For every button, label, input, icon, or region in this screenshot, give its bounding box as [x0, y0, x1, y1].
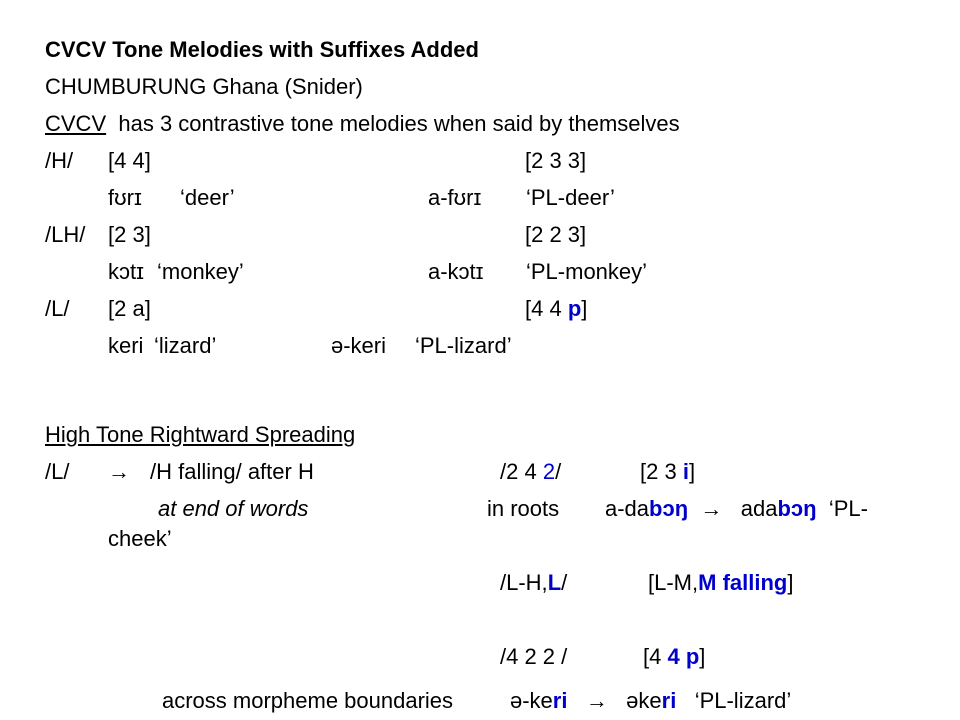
- ex1-f: ]: [688, 459, 696, 484]
- ex3-c: 4 p: [667, 644, 700, 669]
- melody-h-sg-word: fʊrɪ: [108, 185, 142, 210]
- intro-text: has 3 contrastive tone melodies when said by themselves: [118, 111, 680, 136]
- melody-lh-pl-gloss: ‘PL-monkey’: [526, 259, 648, 284]
- melody-l-pl-word: ə-keri: [331, 333, 387, 358]
- example-3-underlying: /4 2 2 /: [500, 644, 568, 669]
- across-example: [510, 688, 791, 714]
- across-a1: ə-ke: [510, 688, 553, 713]
- ex2-d: [L-M,: [648, 570, 699, 595]
- melody-l-pl-tones-pre: [4 4: [525, 296, 568, 321]
- example-1-underlying: [500, 459, 561, 485]
- melody-l-label: /L/: [45, 296, 70, 321]
- melody-h-sg-tones: [4 4]: [108, 148, 151, 173]
- arrow-icon-2: →: [700, 496, 723, 521]
- ex3-d: ]: [699, 644, 706, 669]
- melody-lh-sg-tones: [2 3]: [108, 222, 151, 247]
- across-boundaries-label: across morpheme boundaries: [162, 688, 454, 713]
- ex3-b: [4: [643, 644, 668, 669]
- melody-h-pl-word: a-fʊrɪ: [428, 185, 482, 210]
- melody-lh-sg-gloss: ‘monkey’: [157, 259, 244, 284]
- in-roots-label: in roots: [487, 496, 560, 521]
- rule-right: /H falling/ after H: [150, 459, 314, 484]
- end-of-words: at end of words: [158, 496, 309, 521]
- melody-h-sg-gloss: ‘deer’: [180, 185, 235, 210]
- intro-cvcv: CVCV: [45, 111, 107, 136]
- melody-l-pl-tones: [525, 296, 587, 322]
- melody-lh-label: /LH/: [45, 222, 86, 247]
- ex2-c: /: [561, 570, 568, 595]
- melody-l-pl-tones-highlight: p: [567, 296, 582, 321]
- ex1-c: /: [555, 459, 562, 484]
- across-gloss: ‘PL-lizard’: [694, 688, 792, 713]
- roots-example: [605, 496, 868, 522]
- arrow-icon-3: →: [585, 688, 608, 713]
- melody-l-sg-tones: [2 a]: [108, 296, 151, 321]
- ex2-f: ]: [787, 570, 794, 595]
- melody-h-pl-tones: [2 3 3]: [525, 148, 587, 173]
- melody-l-sg-word: keri: [108, 333, 144, 358]
- across-b1: əke: [626, 688, 662, 713]
- roots-gloss-1: ‘PL-: [828, 496, 868, 521]
- melody-h-label: /H/: [45, 148, 74, 173]
- rule-left: /L/: [45, 459, 70, 484]
- across-a2: ri: [552, 688, 568, 713]
- melody-l-sg-gloss: ‘lizard’: [154, 333, 217, 358]
- roots-b2: bɔŋ: [777, 496, 817, 521]
- roots-b1: ada: [740, 496, 778, 521]
- ex1-e: i: [682, 459, 689, 484]
- melody-l-pl-gloss: ‘PL-lizard’: [415, 333, 512, 358]
- intro-line: [45, 111, 680, 137]
- page-title: CVCV Tone Melodies with Suffixes Added: [45, 37, 479, 62]
- across-b2: ri: [661, 688, 677, 713]
- example-1-surface: [640, 459, 695, 485]
- example-2-surface: [648, 570, 793, 596]
- melody-lh-pl-word: a-kɔtɪ: [428, 259, 484, 284]
- source-line: CHUMBURUNG Ghana (Snider): [45, 74, 363, 99]
- melody-l-pl-tones-post: ]: [581, 296, 588, 321]
- ex2-a: /L-H,: [500, 570, 548, 595]
- roots-a2: bɔŋ: [649, 496, 689, 521]
- section-heading: High Tone Rightward Spreading: [45, 422, 356, 447]
- ex1-b: 2: [542, 459, 556, 484]
- roots-gloss-2: cheek’: [108, 526, 172, 551]
- example-3-surface: [643, 644, 705, 670]
- example-2-underlying: [500, 570, 567, 596]
- ex2-e: M falling: [698, 570, 788, 595]
- melody-lh-pl-tones: [2 2 3]: [525, 222, 587, 247]
- roots-a1: a-da: [605, 496, 650, 521]
- ex1-d: [2 3: [640, 459, 683, 484]
- arrow-icon: →: [108, 459, 130, 484]
- melody-h-pl-gloss: ‘PL-deer’: [526, 185, 615, 210]
- ex2-b: L: [547, 570, 562, 595]
- ex1-a: /2 4: [500, 459, 543, 484]
- melody-lh-sg-word: kɔtɪ: [108, 259, 144, 284]
